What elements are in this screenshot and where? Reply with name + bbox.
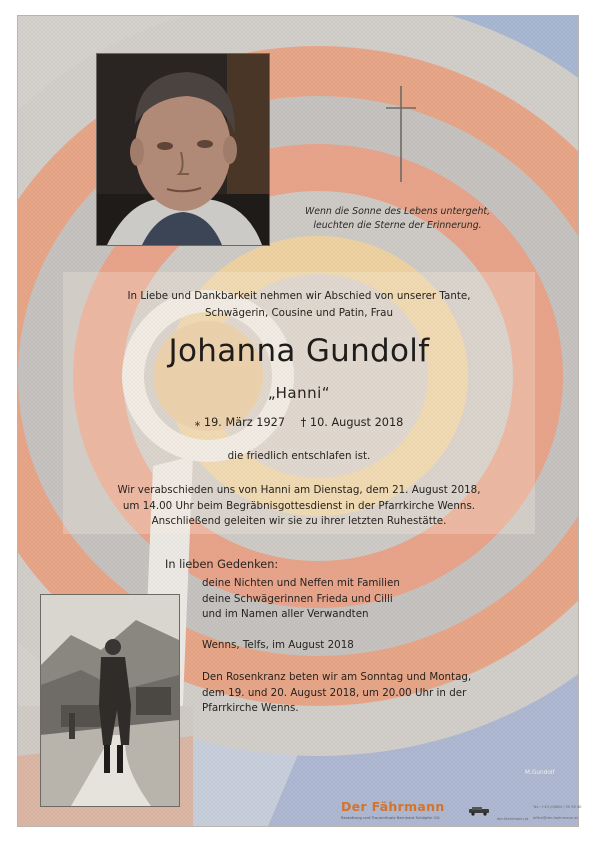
- funeral-line-1: Wir verabschieden uns von Hanni am Dienstag, dem 21. August 2018,: [117, 484, 481, 496]
- memory-item: und im Namen aller Verwandten: [202, 608, 369, 620]
- memory-item: deine Schwägerinnen Frieda und Cilli: [202, 592, 393, 605]
- life-dates: [60, 416, 538, 429]
- deceased-nickname: „Hanni“: [267, 384, 331, 402]
- rosary-line-2: dem 19. und 20. August 2018, um 20.00 Uhr in der: [202, 686, 467, 699]
- rosary-line-1: Den Rosenkranz beten wir am Sonntag und Montag,: [202, 671, 472, 683]
- intro-line-1: In Liebe und Dankbarkeit nehmen wir Abschied von unserer Tante,: [127, 290, 471, 302]
- rosary-details: [202, 670, 522, 717]
- intro-line-2: Schwägerin, Cousine und Patin, Frau: [205, 307, 393, 319]
- funeral-home-email: office@der-faehrmann.at: [533, 816, 578, 820]
- quote-line-2: leuchten die Sterne der Erinnerung.: [313, 219, 482, 231]
- memorial-quote: [290, 205, 505, 232]
- funeral-line-3: Anschließend geleiten wir sie zu ihrer letzten Ruhestätte.: [151, 515, 447, 527]
- hearse-icon: [468, 806, 490, 816]
- artwork-credit: M.Gundolf: [525, 770, 555, 776]
- vintage-photo: [40, 594, 180, 807]
- funeral-home-logo: Der Fährmann: [341, 799, 445, 814]
- cross-icon: [386, 86, 416, 186]
- memory-item: deine Nichten und Neffen mit Familien: [202, 577, 400, 589]
- place-date: Wenns, Telfs, im August 2018: [202, 639, 354, 651]
- funeral-home-website: der-faehrmann.at: [497, 817, 529, 821]
- memory-list: [202, 576, 400, 623]
- memory-title: In lieben Gedenken:: [165, 558, 279, 571]
- rosary-line-3: Pfarrkirche Wenns.: [202, 702, 299, 714]
- death-date: † 10. August 2018: [300, 416, 404, 429]
- birth-date: ⁎ 19. März 1927: [194, 416, 286, 429]
- deceased-name: Johanna Gundolf: [168, 333, 430, 369]
- quote-line-1: Wenn die Sonne des Lebens untergeht,: [304, 206, 491, 217]
- funeral-line-2: um 14.00 Uhr beim Begräbnisgottesdienst in der Pfarrkirche Wenns.: [122, 499, 476, 512]
- portrait-photo: [96, 53, 270, 246]
- peace-text: die friedlich entschlafen ist.: [227, 450, 371, 462]
- funeral-home-subtitle: Bestattung und Trauerrituale Bernhard Schöpfer OG: [341, 815, 440, 820]
- funeral-details: [60, 483, 538, 530]
- intro-text: [60, 288, 538, 322]
- funeral-home-phone: Tel.: +43 (0)664 / 55 39 40: [533, 805, 582, 809]
